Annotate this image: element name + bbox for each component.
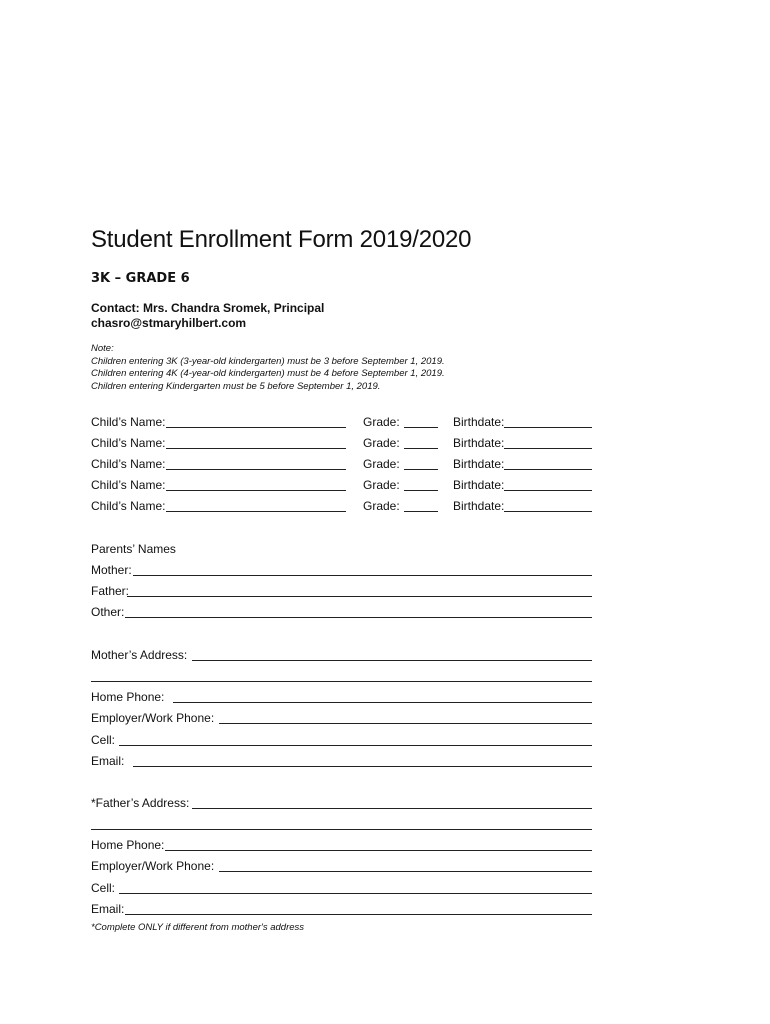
child-row: [91, 497, 592, 515]
child-name-field[interactable]: [166, 427, 346, 428]
child-name-label: Child’s Name:: [91, 436, 166, 450]
grade-range-subtitle: 3K – GRADE 6: [91, 271, 190, 286]
parents-names-heading: Parents’ Names: [91, 542, 176, 556]
father-work-phone-label: Employer/Work Phone:: [91, 859, 215, 873]
child-name-label: Child’s Name:: [91, 415, 166, 429]
age-requirement-note: [91, 343, 445, 394]
father-address-footnote: *Complete ONLY if different from mother's address: [91, 922, 305, 933]
contact-block: [91, 301, 324, 331]
grade-label: Grade:: [363, 499, 400, 513]
mother-address-line2-row: [91, 667, 592, 685]
birthdate-label: Birthdate:: [453, 415, 505, 429]
mother-cell-row: [91, 731, 592, 749]
other-name-field[interactable]: [125, 617, 592, 618]
father-name-row: [91, 582, 592, 600]
child-name-field[interactable]: [166, 511, 346, 512]
mother-home-phone-row: [91, 688, 592, 706]
birthdate-field[interactable]: [504, 427, 592, 428]
child-row: [91, 476, 592, 494]
birthdate-label: Birthdate:: [453, 457, 505, 471]
father-label: Father:: [91, 584, 130, 598]
father-email-label: Email:: [91, 902, 125, 916]
child-name-label: Child’s Name:: [91, 478, 166, 492]
mother-label: Mother:: [91, 563, 132, 577]
mother-email-row: [91, 752, 592, 770]
form-title: Student Enrollment Form 2019/2020: [91, 226, 472, 253]
mother-work-phone-label: Employer/Work Phone:: [91, 711, 215, 725]
grade-field[interactable]: [404, 427, 438, 428]
birthdate-field[interactable]: [504, 448, 592, 449]
mother-work-phone-row: [91, 709, 592, 727]
other-label: Other:: [91, 605, 125, 619]
father-home-phone-label: Home Phone:: [91, 838, 165, 852]
father-email-field[interactable]: [125, 914, 592, 915]
father-name-field[interactable]: [127, 596, 592, 597]
grade-label: Grade:: [363, 457, 400, 471]
grade-label: Grade:: [363, 436, 400, 450]
mother-work-phone-field[interactable]: [219, 723, 592, 724]
birthdate-label: Birthdate:: [453, 436, 505, 450]
child-name-field[interactable]: [166, 469, 346, 470]
child-name-label: Child’s Name:: [91, 457, 166, 471]
father-cell-label: Cell:: [91, 881, 116, 895]
father-cell-field[interactable]: [119, 893, 592, 894]
mother-address-line2-field[interactable]: [91, 681, 592, 682]
note-line-3k: Children entering 3K (3-year-old kindergarten) must be 3 before September 1, 2019.: [91, 355, 445, 367]
enrollment-form-page: [91, 0, 592, 1024]
mother-cell-field[interactable]: [119, 745, 592, 746]
birthdate-label: Birthdate:: [453, 499, 505, 513]
child-row: [91, 434, 592, 452]
birthdate-field[interactable]: [504, 469, 592, 470]
note-line-kindergarten: Children entering Kindergarten must be 5 before September 1, 2019.: [91, 381, 381, 393]
contact-email: chasro@stmaryhilbert.com: [91, 316, 247, 330]
child-name-label: Child’s Name:: [91, 499, 166, 513]
mother-cell-label: Cell:: [91, 733, 116, 747]
mother-home-phone-field[interactable]: [173, 702, 592, 703]
mother-home-phone-label: Home Phone:: [91, 690, 165, 704]
birthdate-field[interactable]: [504, 511, 592, 512]
note-line-4k: Children entering 4K (4-year-old kindergarten) must be 4 before September 1, 2019.: [91, 368, 445, 380]
father-cell-row: [91, 879, 592, 897]
birthdate-field[interactable]: [504, 490, 592, 491]
father-home-phone-field[interactable]: [165, 850, 592, 851]
mother-email-label: Email:: [91, 754, 125, 768]
father-address-line2-row: [91, 815, 592, 833]
mother-address-field[interactable]: [192, 660, 592, 661]
birthdate-label: Birthdate:: [453, 478, 505, 492]
note-heading: Note:: [91, 343, 114, 354]
mother-email-field[interactable]: [133, 766, 592, 767]
father-home-phone-row: [91, 836, 592, 854]
father-address-line2-field[interactable]: [91, 829, 592, 830]
father-address-row: [91, 794, 592, 812]
father-address-field[interactable]: [192, 808, 592, 809]
child-row: [91, 413, 592, 431]
child-row: [91, 455, 592, 473]
grade-field[interactable]: [404, 511, 438, 512]
grade-label: Grade:: [363, 415, 400, 429]
grade-field[interactable]: [404, 448, 438, 449]
grade-label: Grade:: [363, 478, 400, 492]
other-name-row: [91, 603, 592, 621]
father-address-label: *Father’s Address:: [91, 796, 190, 810]
father-email-row: [91, 900, 592, 918]
grade-field[interactable]: [404, 469, 438, 470]
child-name-field[interactable]: [166, 448, 346, 449]
father-work-phone-field[interactable]: [219, 871, 592, 872]
mother-address-label: Mother’s Address:: [91, 648, 188, 662]
mother-name-field[interactable]: [133, 575, 592, 576]
child-name-field[interactable]: [166, 490, 346, 491]
grade-field[interactable]: [404, 490, 438, 491]
mother-address-row: [91, 646, 592, 664]
contact-principal: Contact: Mrs. Chandra Sromek, Principal: [91, 301, 325, 315]
father-work-phone-row: [91, 857, 592, 875]
mother-name-row: [91, 561, 592, 579]
